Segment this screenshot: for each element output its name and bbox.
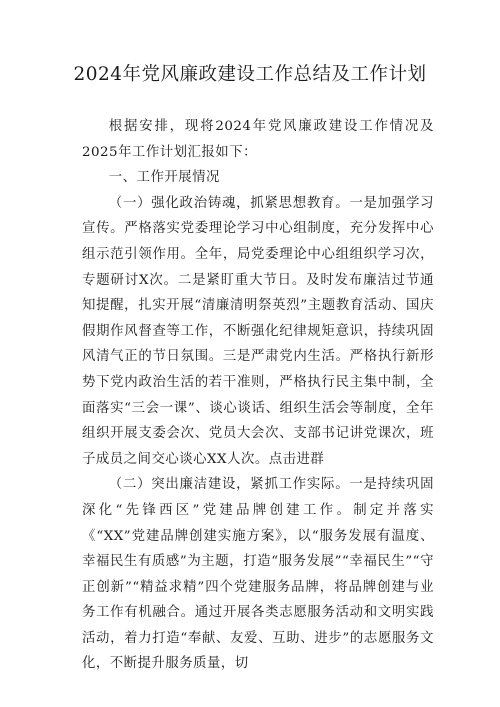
document-body xyxy=(82,114,434,677)
section-heading: 一、工作开展情况 xyxy=(108,170,220,186)
document-title: 2024年党风廉政建设工作总结及工作计划 xyxy=(73,64,427,85)
body-paragraph: （一）强化政治铸魂，抓紧思想教育。一是加强学习宣传。严格落实党委理论学习中心组制度，充分发挥中心组示范引领作用。全年，局党委理论中心组组织学习次，专题研讨X次。二是紧盯重大节日。及时发布廉洁过节通知提醒，扎实开展“清廉清明祭英烈”主题教育活动、国庆假期作风督查等工作，不断强化纪律规矩意识，持续巩固风清气正的节日氛围。三是严肃党内生活。严格执行新形势下党内政治生活的若干准则，严格执行民主集中制，全面落实“三会一课”、谈心谈话、组织生活会等制度，全年组织开展支委会次、党员大会次、支部书记讲党课次，班子成员之间交心谈心XX人次。点击进群 xyxy=(82,195,434,467)
intro-paragraph: 根据安排，现将2024年党风廉政建设工作情况及2025年工作计划汇报如下： xyxy=(82,119,434,160)
body-paragraph: （二）突出廉洁建设，紧抓工作实际。一是持续巩固深化“先锋西区”党建品牌创建工作。制定并落实《“XX”党建品牌创建实施方案》，以“服务发展有温度、幸福民生有质感”为主题，打造“服务发展”“幸福民生”“守正创新”“精益求精”四个党建服务品牌，将品牌创建与业务工作有机融合。通过开展各类志愿服务活动和文明实践活动，着力打造“奉献、友爱、互助、进步”的志愿服务文化，不断提升服务质量，切 xyxy=(82,477,434,672)
